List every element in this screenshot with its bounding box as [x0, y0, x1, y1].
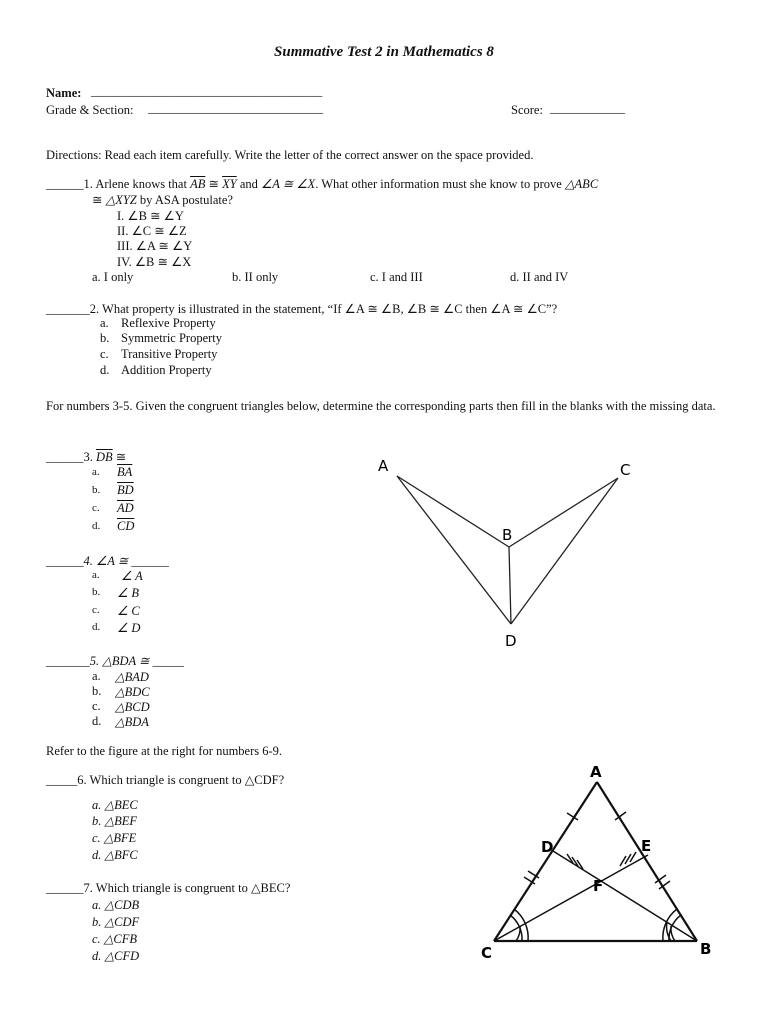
score-label: Score:: [511, 103, 543, 117]
instructions-6-9: Refer to the figure at the right for numbers 6-9.: [46, 744, 283, 758]
answer-blank[interactable]: _____: [46, 773, 78, 787]
answer-blank[interactable]: _______: [46, 654, 90, 668]
choice-letter: c.: [100, 347, 109, 361]
question-4: ______4. ∠A ≅ ______: [46, 554, 169, 568]
choice-text: $\overline{BD}$: [117, 483, 134, 497]
choice-text: ∠ B: [117, 586, 139, 600]
question-6: _____6. Which triangle is congruent to △CDF?: [46, 773, 285, 787]
choice-letter: b.: [92, 484, 101, 496]
choice-letter: b.: [100, 331, 110, 345]
choice-text: b. △BEF: [92, 814, 138, 828]
vertex-label-b: B: [700, 940, 712, 958]
choice-text: d. △BFC: [92, 848, 138, 862]
vertex-label-e: E: [641, 837, 652, 855]
roman-item: III. ∠A ≅ ∠Y: [117, 239, 193, 253]
name-label: Name:: [46, 86, 82, 100]
choice-text: ∠ A: [121, 569, 143, 583]
choice-d: d. II and IV: [510, 270, 569, 284]
answer-blank[interactable]: _______: [46, 302, 90, 316]
choice-letter: b.: [92, 684, 102, 698]
answer-blank[interactable]: ______: [46, 881, 84, 895]
roman-item: II. ∠C ≅ ∠Z: [117, 224, 187, 238]
choice-text: c. △CFB: [92, 932, 138, 946]
roman-item: IV. ∠B ≅ ∠X: [117, 255, 192, 269]
choice-c: c. I and III: [370, 270, 423, 284]
segment-cd-cevian: [494, 855, 648, 941]
question-1: ______1. Arlene knows that $\overline{AB}$ ≅ $\overline{XY}$ and ∠A ≅ ∠X. What other information must she know to prove △ABC: [46, 177, 599, 191]
grade-section-blank[interactable]: ____________________________: [148, 101, 323, 115]
question-2: _______2. What property is illustrated in the statement, “If ∠A ≅ ∠B, ∠B ≅ ∠C then ∠A ≅ ∠C”?: [46, 302, 558, 316]
choice-letter: d.: [92, 714, 102, 728]
question-7: ______7. Which triangle is congruent to △BEC?: [46, 881, 291, 895]
choice-text: △BDA: [115, 715, 149, 729]
choice-letter: a.: [92, 569, 100, 581]
vertex-label-c: C: [620, 461, 631, 479]
choice-text: $\overline{BA}$: [117, 465, 133, 479]
choice-letter: c.: [92, 699, 101, 713]
choice-text: △BDC: [115, 685, 150, 699]
choice-letter: c.: [92, 604, 100, 616]
grade-section-label: Grade & Section:: [46, 103, 134, 117]
side-ac: [494, 782, 597, 941]
choice-letter: c.: [92, 502, 100, 514]
choice-a: a. I only: [92, 270, 134, 284]
choice-letter: a.: [92, 466, 100, 478]
segment-ab: $\overline{AB}$: [190, 177, 206, 191]
answer-blank[interactable]: ______: [46, 450, 84, 464]
question-5: _______5. △BDA ≅ _____: [46, 654, 184, 668]
instructions-3-5: For numbers 3-5. Given the congruent triangles below, determine the corresponding parts then fill in the blanks with the missing data.: [46, 399, 716, 413]
choice-text: Addition Property: [121, 363, 212, 377]
vertex-label-a: A: [378, 457, 389, 475]
choice-letter: d.: [100, 363, 110, 377]
score-blank[interactable]: ____________: [550, 101, 625, 115]
answer-blank[interactable]: ______: [46, 554, 84, 568]
choice-text: c. △BFE: [92, 831, 137, 845]
choice-text: ∠ D: [117, 621, 141, 635]
choice-text: △BAD: [115, 670, 149, 684]
choice-text: △BCD: [115, 700, 150, 714]
choice-text: Reflexive Property: [121, 316, 216, 330]
choice-letter: d.: [92, 520, 101, 532]
page-title: Summative Test 2 in Mathematics 8: [274, 44, 494, 60]
choice-text: $\overline{CD}$: [117, 519, 135, 533]
choice-letter: a.: [92, 669, 101, 683]
choice-text: a. △CDB: [92, 898, 140, 912]
name-blank[interactable]: _____________________________________: [91, 84, 323, 98]
directions: Directions: Read each item carefully. Write the letter of the correct answer on the space provided.: [46, 148, 534, 162]
choice-text: a. △BEC: [92, 798, 138, 812]
choice-text: d. △CFD: [92, 949, 140, 963]
choice-letter: d.: [92, 621, 101, 633]
vertex-label-d: D: [505, 632, 517, 650]
question-1-line2: ≅ △XYZ by ASA postulate?: [92, 193, 233, 207]
question-3: ______3. $\overline{DB}$ ≅: [46, 450, 127, 464]
choice-letter: a.: [100, 316, 109, 330]
vertex-label-c: C: [481, 944, 493, 962]
choice-text: b. △CDF: [92, 915, 140, 929]
choice-text: Symmetric Property: [121, 331, 223, 345]
segment-xy: $\overline{XY}$: [222, 177, 237, 191]
choice-text: $\overline{AD}$: [117, 501, 134, 515]
vertex-label-d: D: [541, 838, 554, 856]
choice-letter: b.: [92, 586, 101, 598]
vertex-label-b: B: [502, 526, 513, 544]
vertex-label-f: F: [593, 877, 604, 895]
answer-blank[interactable]: ______: [46, 177, 84, 191]
choice-text: ∠ C: [117, 604, 140, 618]
side-ab: [597, 782, 697, 941]
choice-text: Transitive Property: [121, 347, 218, 361]
roman-item: I. ∠B ≅ ∠Y: [117, 209, 184, 223]
choice-b: b. II only: [232, 270, 279, 284]
vertex-label-a: A: [590, 763, 602, 781]
